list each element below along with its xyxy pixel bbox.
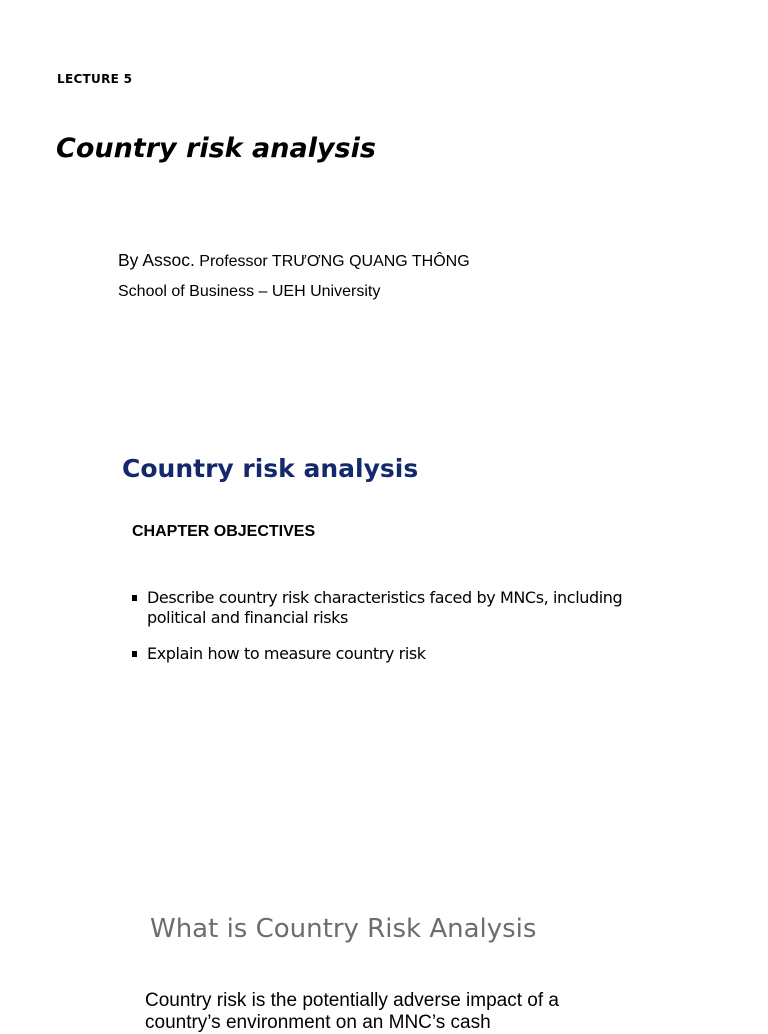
slide2-title: Country risk analysis — [122, 454, 419, 483]
slide3-body: Country risk is the potentially adverse impact of a country’s environment on an MNC’s cash — [145, 990, 559, 1033]
objective-item — [132, 644, 652, 664]
objectives-heading: CHAPTER OBJECTIVES — [132, 523, 316, 540]
objective-item — [132, 588, 652, 628]
lecture-label: LECTURE 5 — [57, 72, 133, 86]
school-line: School of Business – UEH University — [118, 283, 381, 300]
author-line — [118, 250, 470, 271]
slide1-title: Country risk analysis — [56, 133, 376, 164]
author-prefix: By Assoc. — [118, 250, 195, 270]
objective-text: Explain how to measure country risk — [147, 644, 426, 663]
square-bullet-icon — [132, 651, 137, 657]
objectives-list — [132, 588, 652, 680]
slide3-title: What is Country Risk Analysis — [150, 914, 537, 944]
square-bullet-icon — [132, 595, 137, 601]
author-name: Professor TRƯƠNG QUANG THÔNG — [194, 253, 470, 270]
objective-text: Describe country risk characteristics faced by MNCs, including political and financial risks — [147, 588, 623, 627]
